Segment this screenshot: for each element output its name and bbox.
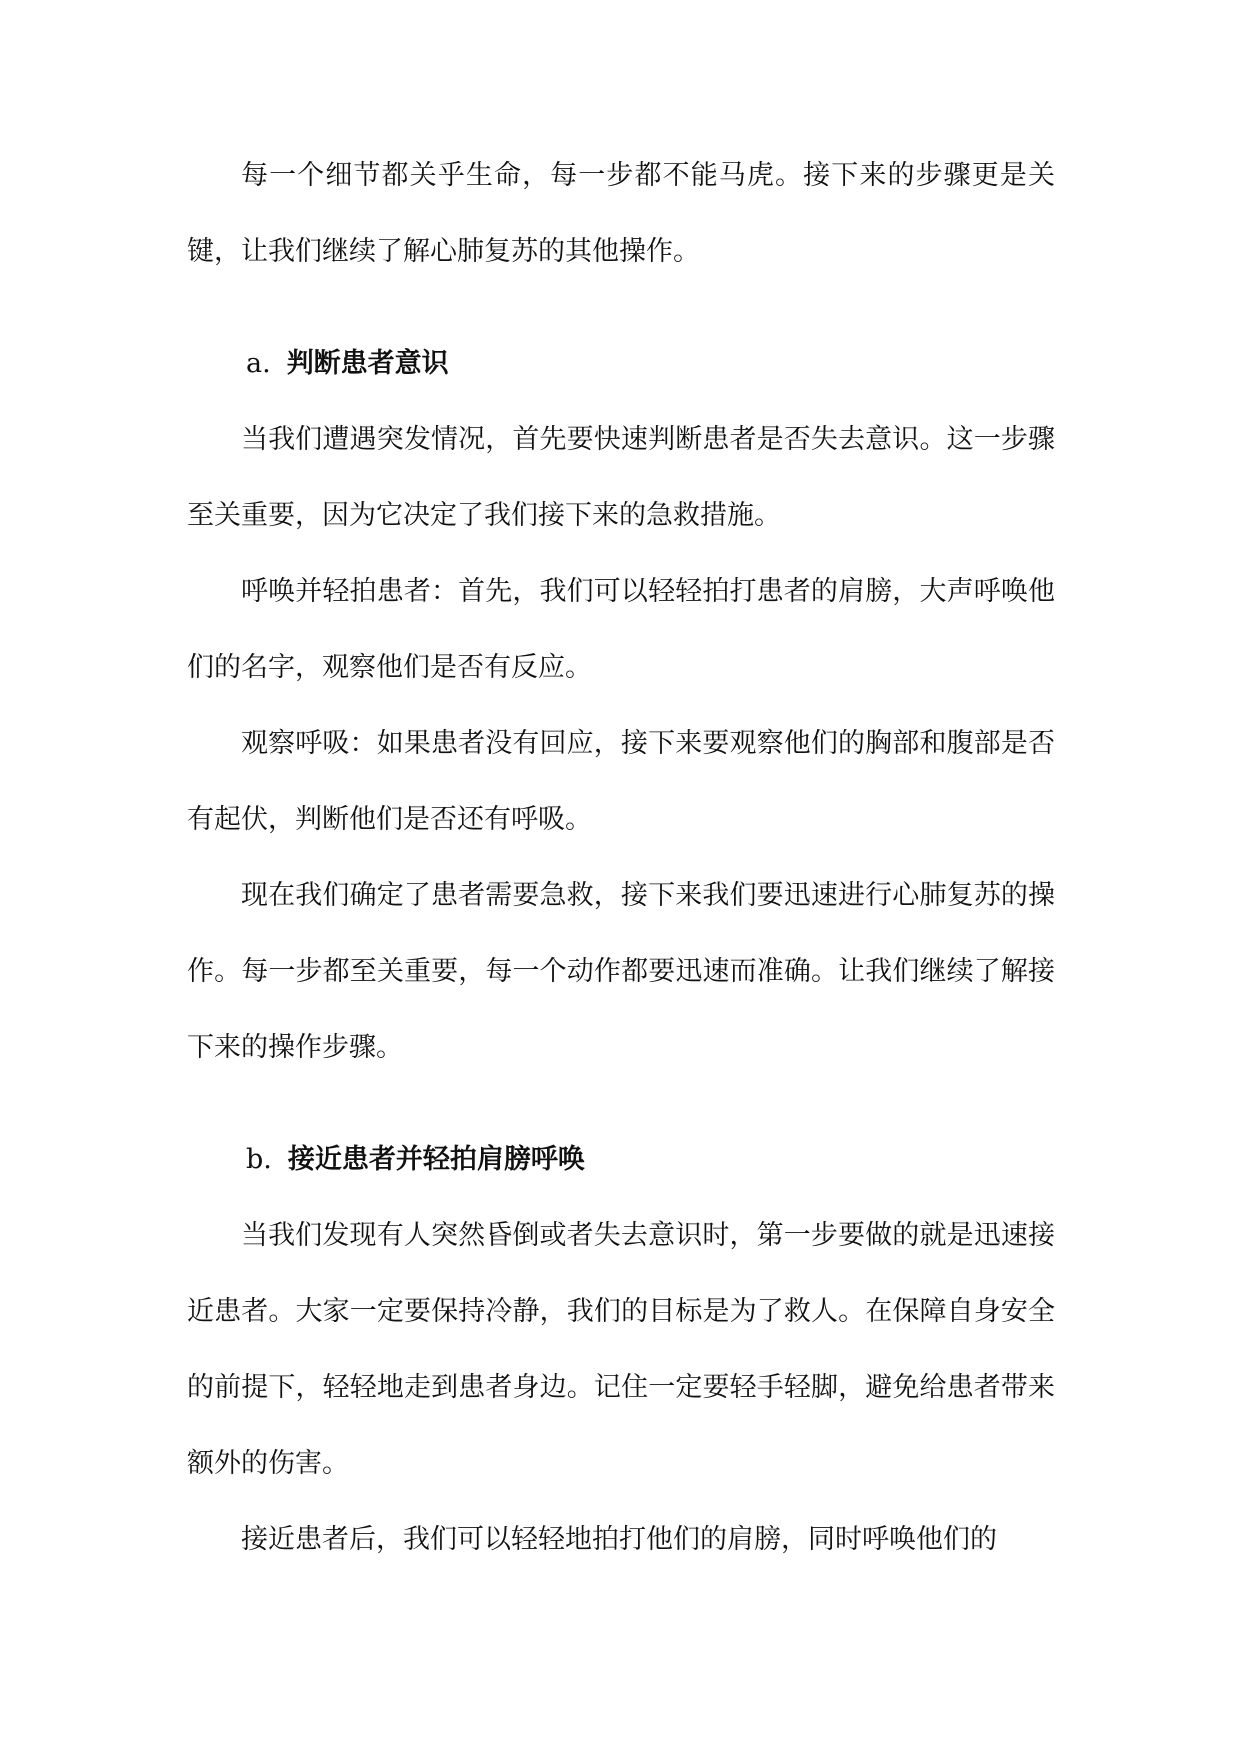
section-a-paragraph: 当我们遭遇突发情况，首先要快速判断患者是否失去意识。这一步骤至关重要，因为它决定了我们接下来的急救措施。 — [187, 424, 1055, 531]
section-b-heading — [187, 1122, 1055, 1198]
section-b-marker: b. — [246, 1144, 272, 1175]
section-a-heading — [187, 326, 1055, 402]
intro-paragraph: 每一个细节都关乎生命，每一步都不能马虎。接下来的步骤更是关键，让我们继续了解心肺复苏的其他操作。 — [187, 160, 1055, 267]
section-a-title: 判断患者意识 — [286, 348, 449, 379]
section-b-title: 接近患者并轻拍肩膀呼唤 — [287, 1144, 585, 1175]
section-a-paragraph: 呼唤并轻拍患者：首先，我们可以轻轻拍打患者的肩膀，大声呼唤他们的名字，观察他们是否有反应。 — [187, 576, 1055, 683]
section-a-marker: a. — [246, 348, 271, 379]
section-b-paragraph: 接近患者后，我们可以轻轻地拍打他们的肩膀，同时呼唤他们的 — [241, 1524, 997, 1555]
section-a-paragraph: 现在我们确定了患者需要急救，接下来我们要迅速进行心肺复苏的操作。每一步都至关重要，每一个动作都要迅速而准确。让我们继续了解接下来的操作步骤。 — [187, 880, 1055, 1063]
section-a-paragraph: 观察呼吸：如果患者没有回应，接下来要观察他们的胸部和腹部是否有起伏，判断他们是否还有呼吸。 — [187, 728, 1055, 835]
document-body — [187, 138, 1055, 1578]
section-b-paragraph: 当我们发现有人突然昏倒或者失去意识时，第一步要做的就是迅速接近患者。大家一定要保持冷静，我们的目标是为了救人。在保障自身安全的前提下，轻轻地走到患者身边。记住一定要轻手轻脚，避免给患者带来额外的伤害。 — [187, 1220, 1055, 1479]
